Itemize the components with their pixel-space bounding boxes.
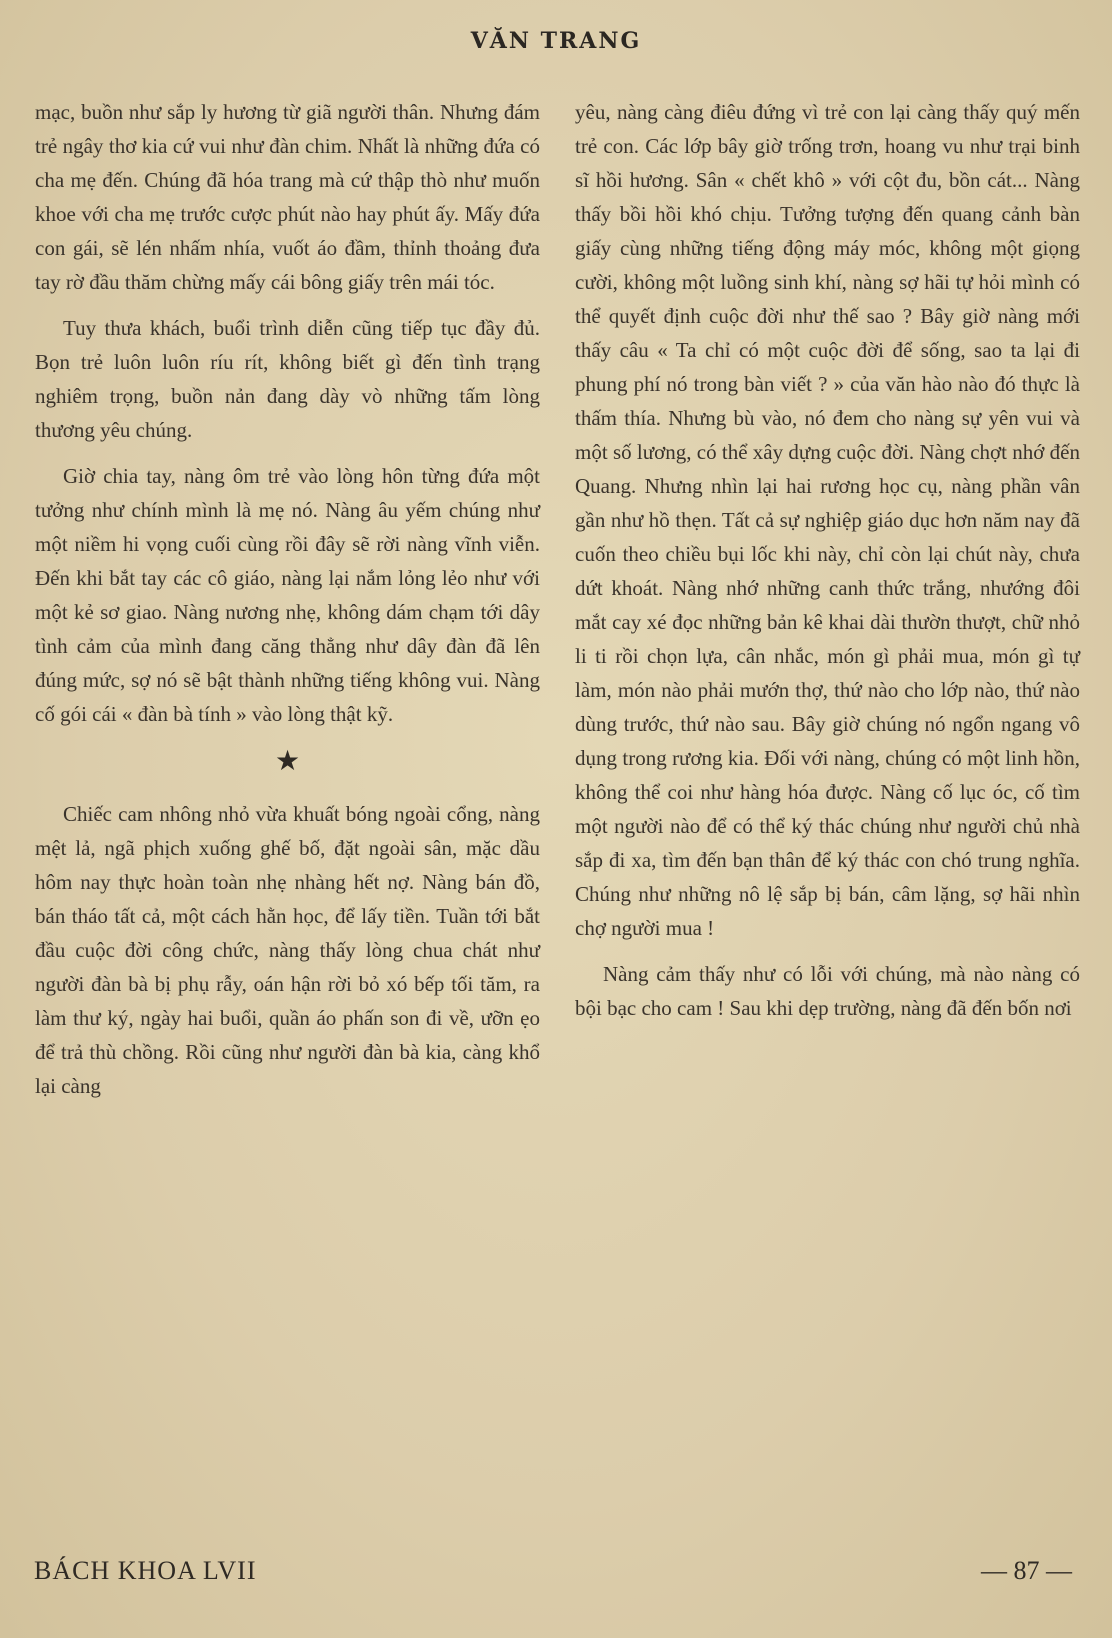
paragraph: Chiếc cam nhông nhỏ vừa khuất bóng ngoài cổng, nàng mệt lả, ngã phịch xuống ghế bố, đặt ngoài sân, mặc dầu hôm nay thực hoàn toàn nhẹ nhàng hết nợ. Nàng bán đồ, bán tháo tất cả, một cách hằn học, để lấy tiền. Tuần tới bắt đầu cuộc đời công chức, nàng thấy lòng chua chát như người đàn bà bị phụ rẫy, oán hận rời bỏ xó bếp tối tăm, ra làm thư ký, ngày hai buổi, quần áo phấn son đi về, ưỡn ẹo để trả thù chồng. Rồi cũng như người đàn bà kia, càng khổ lại càng bbox=[35, 802, 540, 1098]
paragraph: yêu, nàng càng điêu đứng vì trẻ con lại càng thấy quý mến trẻ con. Các lớp bây giờ trống trơn, hoang vu như trại binh sĩ hồi hương. Sân « chết khô » với cột đu, bồn cát... Nàng thấy bồi hồi khó chịu. Tưởng tượng đến quang cảnh bàn giấy cùng những tiếng động máy móc, không một giọng cười, không một luồng sinh khí, nàng sợ hãi tự hỏi mình có thể quyết định cuộc đời như thế sao ? Bây giờ nàng mới thấy câu « Ta chỉ có một cuộc đời để sống, sao ta lại đi phung phí nó trong bàn viết ? » của văn hào nào đó thực là thấm thía. Nhưng bù vào, nó đem cho nàng sự yên vui và một số lương, có thể xây dựng cuộc đời. Nàng chợt nhớ đến Quang. Nhưng nhìn lại hai rương học cụ, nàng phần vân gần như hồ thẹn. Tất cả sự nghiệp giáo dục hơn năm nay đã cuốn theo chiều bụi lốc khi này, chỉ còn lại chút này, chưa dứt khoát. Nàng nhớ những canh thức trắng, nhướng đôi mắt cay xé đọc những bản kê khai dài thườn thượt, chữ nhỏ li ti rồi chọn lựa, cân nhắc, món gì phải mua, món gì tự làm, món nào phải mướn thợ, thứ nào cho lớp nào, thứ nào dùng trước, thứ nào sau. Bây giờ chúng nó ngổn ngang vô dụng trong rương kia. Đối với nàng, chúng có một linh hồn, không thể coi như hàng hóa được. Nàng cố lục óc, cố tìm một người nào để có thể ký thác chúng như người chủ nhà sắp đi xa, tìm đến bạn thân để ký thác con chó trung nghĩa. Chúng như những nô lệ sắp bị bán, câm lặng, sợ hãi nhìn chợ người mua ! bbox=[575, 100, 1080, 940]
page-header-title: VĂN TRANG bbox=[470, 28, 642, 54]
right-text-column bbox=[575, 95, 1080, 1037]
footer-publication: BÁCH KHOA LVII bbox=[34, 1556, 257, 1585]
section-break-star-icon: ★ bbox=[274, 746, 301, 777]
left-text-column bbox=[35, 95, 540, 1115]
paragraph: Giờ chia tay, nàng ôm trẻ vào lòng hôn từng đứa một tưởng như chính mình là mẹ nó. Nàng âu yếm chúng như một niềm hi vọng cuối cùng rồi đây sẽ rời nàng vĩnh viễn. Đến khi bắt tay các cô giáo, nàng lại nắm lỏng lẻo như với một kẻ sơ giao. Nàng nương nhẹ, không dám chạm tới dây tình cảm của mình đang căng thẳng như dây đàn đã lên đúng mức, sợ nó sẽ bật thành những tiếng không vui. Nàng cố gói cái « đàn bà tính » vào lòng thật kỹ. bbox=[35, 464, 540, 726]
paragraph: Nàng cảm thấy như có lỗi với chúng, mà nào nàng có bội bạc cho cam ! Sau khi dẹp trường, nàng đã đến bốn nơi bbox=[575, 962, 1080, 1020]
paragraph: mạc, buồn như sắp ly hương từ giã người thân. Nhưng đám trẻ ngây thơ kia cứ vui như đàn chim. Nhất là những đứa có cha mẹ đến. Chúng đã hóa trang mà cứ thập thò như muốn khoe với cha mẹ trước cược phút nào hay phút ấy. Mấy đứa con gái, sẽ lén nhấm nhía, vuốt áo đầm, thỉnh thoảng đưa tay rờ đầu thăm chừng mấy cái bông giấy trên mái tóc. bbox=[35, 100, 540, 294]
page-number: — 87 — bbox=[981, 1556, 1072, 1585]
paragraph: Tuy thưa khách, buổi trình diễn cũng tiếp tục đầy đủ. Bọn trẻ luôn luôn ríu rít, không biết gì đến tình trạng nghiêm trọng, buồn nản đang dày vò những tấm lòng thương yêu chúng. bbox=[35, 316, 540, 442]
